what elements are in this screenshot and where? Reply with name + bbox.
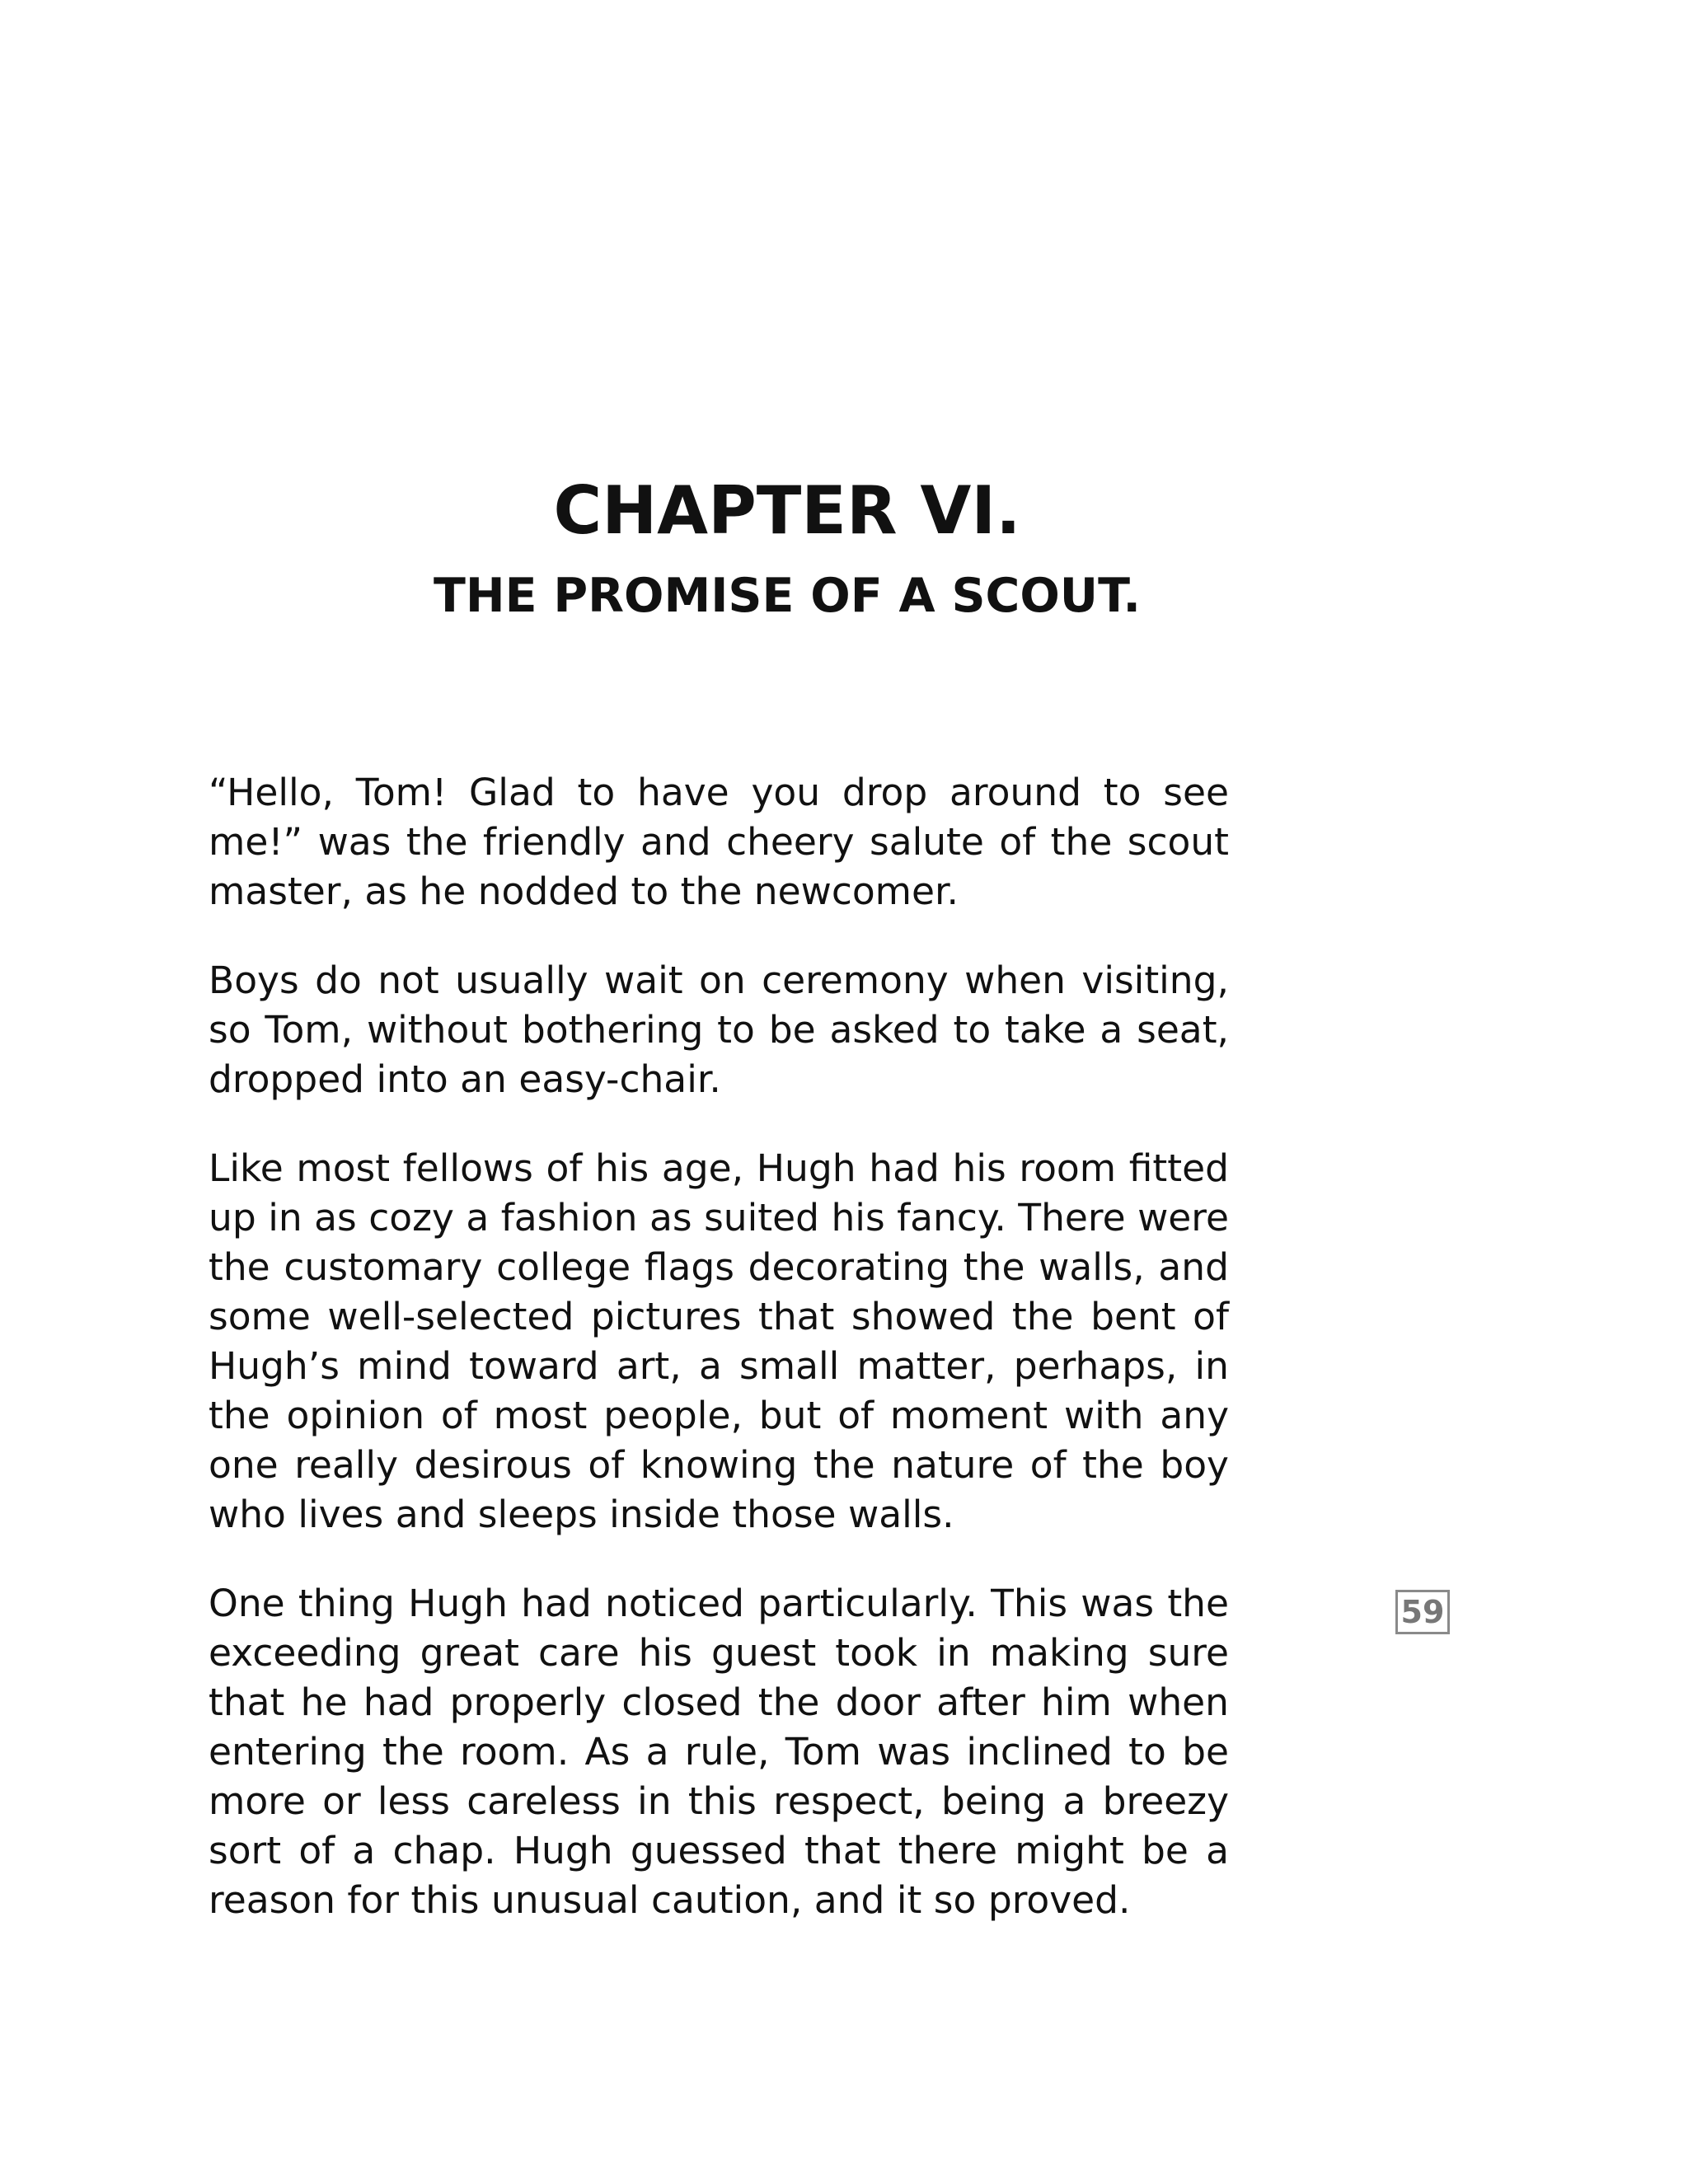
chapter-title: THE PROMISE OF A SCOUT.	[434, 569, 1141, 623]
page-number: 59	[1395, 1590, 1450, 1634]
paragraph: Like most fellows of his age, Hugh had his room fitted up in as cozy a fashion as suited his fancy. There were the customary college flags decorating the walls, and some well-selected pictures that showed the bent of Hugh’s mind toward art, a small matter, perhaps, in the opinion of most people, but of moment with any one really desirous of knowing the nature of the boy who lives and sleeps inside those walls.	[209, 1146, 1229, 1536]
chapter-body	[209, 768, 1229, 1965]
paragraph: Boys do not usually wait on ceremony when visiting, so Tom, without bothering to be asked to take a seat, dropped into an easy-chair.	[209, 958, 1229, 1101]
paragraph: “Hello, Tom! Glad to have you drop around to see me!” was the friendly and cheery salute of the scout master, as he nodded to the newcomer.	[209, 771, 1229, 913]
chapter-number: CHAPTER VI.	[553, 472, 1021, 549]
paragraph: One thing Hugh had noticed particularly. This was the exceeding great care his guest took in making sure that he had properly closed the door after him when entering the room. As a rule, Tom was inclined to be more or less careless in this respect, being a breezy sort of a chap. Hugh guessed that there might be a reason for this unusual caution, and it so proved.	[209, 1582, 1229, 1922]
